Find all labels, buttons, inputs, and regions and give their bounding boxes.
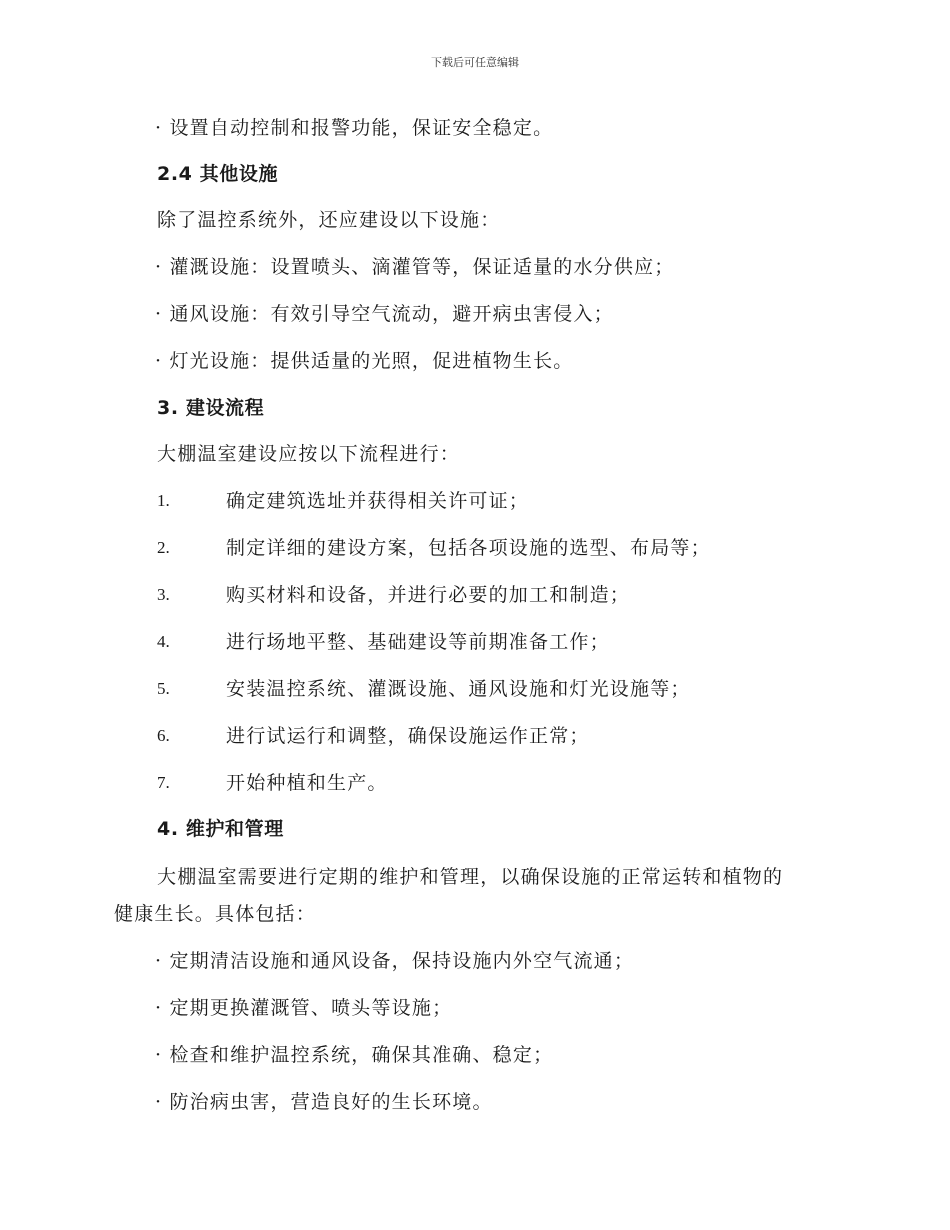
step-text: 进行场地平整、基础建设等前期准备工作； xyxy=(226,631,610,653)
bullet-replacement: · 定期更换灌溉管、喷头等设施； xyxy=(155,997,453,1019)
step-text: 开始种植和生产。 xyxy=(226,772,388,794)
paragraph-maintenance-line2: 健康生长。具体包括： xyxy=(114,903,317,925)
heading-maintenance: 4. 维护和管理 xyxy=(157,818,284,840)
bullet-temperature-check: · 检查和维护温控系统，确保其准确、稳定； xyxy=(155,1044,554,1066)
bullet-irrigation: · 灌溉设施：设置喷头、滴灌管等，保证适量的水分供应； xyxy=(155,256,675,278)
step-number: 5. xyxy=(157,679,170,698)
heading-construction-process: 3. 建设流程 xyxy=(157,397,265,419)
step-text: 安装温控系统、灌溉设施、通风设施和灯光设施等； xyxy=(226,678,691,700)
step-text: 购买材料和设备，并进行必要的加工和制造； xyxy=(226,584,631,606)
heading-other-facilities: 2.4 其他设施 xyxy=(157,163,279,185)
step-text: 确定建筑选址并获得相关许可证； xyxy=(226,490,530,512)
bullet-pest-control: · 防治病虫害，营造良好的生长环境。 xyxy=(155,1091,493,1113)
paragraph-intro-facilities: 除了温控系统外，还应建设以下设施： xyxy=(157,209,501,231)
page-header: 下载后可任意编辑 xyxy=(431,56,519,69)
step-number: 1. xyxy=(157,491,170,510)
step-number: 7. xyxy=(157,773,170,792)
step-number: 3. xyxy=(157,585,170,604)
step-text: 制定详细的建设方案，包括各项设施的选型、布局等； xyxy=(226,537,711,559)
bullet-ventilation: · 通风设施：有效引导空气流动，避开病虫害侵入； xyxy=(155,303,614,325)
paragraph-intro-process: 大棚温室建设应按以下流程进行： xyxy=(157,443,461,465)
step-text: 进行试运行和调整，确保设施运作正常； xyxy=(226,725,590,747)
bullet-cleaning: · 定期清洁设施和通风设备，保持设施内外空气流通； xyxy=(155,950,635,972)
bullet-auto-control: · 设置自动控制和报警功能，保证安全稳定。 xyxy=(155,117,554,139)
step-number: 6. xyxy=(157,726,170,745)
step-number: 2. xyxy=(157,538,170,557)
paragraph-maintenance-line1: 大棚温室需要进行定期的维护和管理，以确保设施的正常运转和植物的 xyxy=(157,866,784,888)
step-number: 4. xyxy=(157,632,170,651)
bullet-lighting: · 灯光设施：提供适量的光照，促进植物生长。 xyxy=(155,350,574,372)
